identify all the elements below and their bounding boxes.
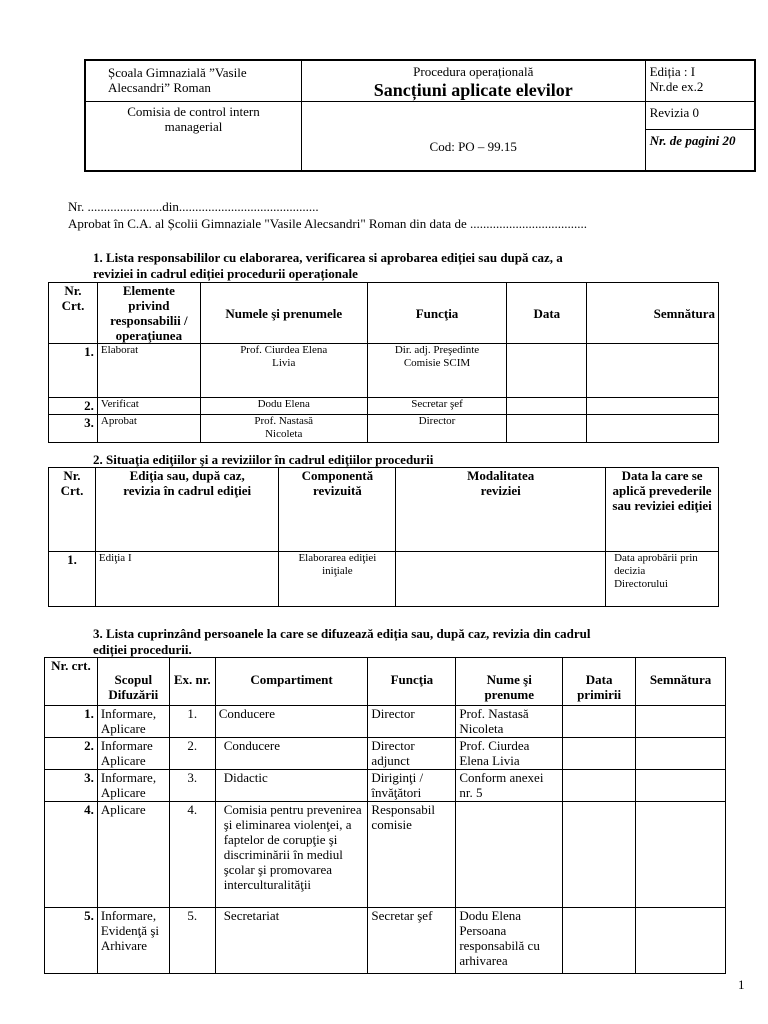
row-nr: 3. [45,770,98,802]
s2-header-edition: Ediţia sau, după caz, revizia în cadrul ediţiei [95,468,279,552]
section1-title: 1. Lista responsabililor cu elaborarea, verificarea si aprobarea ediției sau după caz, a [93,250,563,265]
row-function: Secretar şef [368,908,456,974]
page-count: Nr. de pagini 20 [645,130,755,171]
row-nr: 2. [49,398,98,415]
row-scope: Informare, Aplicare [97,770,169,802]
revision: Revizia 0 [645,102,755,130]
responsibles-table [48,282,719,443]
s1-header-nr: Nr. Crt. [49,283,98,344]
row-signature [636,770,726,802]
row-copy: 1. [169,706,215,738]
s3-header-signature: Semnătura [636,658,726,706]
row-edition: Ediţia I [95,552,279,607]
edition-cell [645,60,755,102]
row-name: Conform anexei nr. 5 [456,770,563,802]
row-signature [636,908,726,974]
procedure-title: Sancțiuni aplicate elevilor [373,80,573,100]
row-name [456,802,563,908]
row-nr: 5. [45,908,98,974]
row-scope: Informare, Aplicare [97,706,169,738]
page-number: 1 [738,977,745,992]
s3-header-function: Funcţia [368,658,456,706]
row-received [563,802,636,908]
row-copy: 3. [169,770,215,802]
section3-title-line2: ediției procedurii. [93,642,192,657]
row-operation: Elaborat [97,344,200,398]
edition: Ediția : I [649,64,696,79]
row-signature [636,802,726,908]
row-name: Dodu Elena Persoana responsabilă cu arhivarea [456,908,563,974]
distribution-table [44,657,726,974]
row-scope: Informare, Evidenţă şi Arhivare [97,908,169,974]
table-row [45,706,726,738]
table-row [45,738,726,770]
table-row [49,415,719,443]
row-signature [636,738,726,770]
table-row [49,398,719,415]
s2-header-component: Componentă revizuită [279,468,396,552]
procedure-title-cell [301,60,645,102]
row-received [563,706,636,738]
row-nr: 1. [45,706,98,738]
row-date [507,398,587,415]
row-signature [587,344,719,398]
row-name: Prof. Ciurdea Elena Livia [200,344,367,398]
row-department: Didactic [215,770,368,802]
row-nr: 3. [49,415,98,443]
s2-header-date: Data la care se aplică prevederile sau reviziei ediţiei [606,468,719,552]
row-nr: 1. [49,344,98,398]
row-function: Director [368,706,456,738]
row-name: Prof. Nastasă Nicoleta [456,706,563,738]
row-copy: 2. [169,738,215,770]
procedure-type: Procedura operațională [413,64,534,79]
row-function: Diriginţi / învăţători [368,770,456,802]
section3-title: 3. Lista cuprinzând persoanele la care se difuzează ediția sau, după caz, revizia din cadrul [93,626,591,641]
row-copy: 5. [169,908,215,974]
row-nr: 2. [45,738,98,770]
row-signature [587,415,719,443]
table-row [45,770,726,802]
table-row [45,802,726,908]
row-received [563,770,636,802]
procedure-code: Cod: PO – 99.15 [301,102,645,171]
row-name: Prof. Nastasă Nicoleta [200,415,367,443]
editions-table [48,467,719,607]
registration-number-line: Nr. .......................din........................................... [68,199,319,214]
s3-header-nr: Nr. crt. [45,658,98,706]
s3-header-received: Data primirii [563,658,636,706]
row-name: Prof. Ciurdea Elena Livia [456,738,563,770]
row-department: Conducere [215,706,368,738]
row-scope: Informare Aplicare [97,738,169,770]
row-signature [636,706,726,738]
row-received [563,738,636,770]
section2-title: 2. Situaţia ediţiilor şi a reviziilor în cadrul ediţiilor procedurii [93,452,434,467]
table-row [49,552,719,607]
row-copy: 4. [169,802,215,908]
row-signature [587,398,719,415]
row-department: Secretariat [215,908,368,974]
row-date [507,344,587,398]
document-header [84,59,756,172]
s2-header-modality: Modalitatea reviziei [396,468,606,552]
s3-header-name: Nume şi prenume [456,658,563,706]
row-received [563,908,636,974]
row-modality [396,552,606,607]
s1-header-date: Data [507,283,587,344]
row-function: Responsabil comisie [368,802,456,908]
row-department: Conducere [215,738,368,770]
row-scope: Aplicare [97,802,169,908]
copies: Nr.de ex.2 [649,79,704,94]
row-date [507,415,587,443]
s1-header-name: Numele şi prenumele [200,283,367,344]
row-department: Comisia pentru prevenirea şi eliminarea violenţei, a faptelor de corupţie şi discriminării în mediul şcolar şi promovarea interculturalităţii [215,802,368,908]
s3-header-scope: Scopul Difuzării [97,658,169,706]
commission-name: Comisia de control intern managerial [85,102,301,171]
table-row [49,344,719,398]
row-nr: 1. [49,552,96,607]
school-name: Școala Gimnazială ”Vasile Alecsandri” Roman [85,60,301,102]
s2-header-nr: Nr. Crt. [49,468,96,552]
row-function: Director adjunct [368,738,456,770]
s3-header-copy: Ex. nr. [169,658,215,706]
section1-title-line2: reviziei in cadrul ediției procedurii operaționale [93,266,358,281]
row-function: Secretar şef [367,398,507,415]
s1-header-signature: Semnătura [587,283,719,344]
row-operation: Verificat [97,398,200,415]
row-date: Data aprobării prin decizia Directorului [606,552,719,607]
row-nr: 4. [45,802,98,908]
s1-header-operation: Elemente privind responsabilii / operaţiunea [97,283,200,344]
table-row [45,908,726,974]
row-operation: Aprobat [97,415,200,443]
row-function: Dir. adj. Preşedinte Comisie SCIM [367,344,507,398]
s1-header-function: Funcţia [367,283,507,344]
row-function: Director [367,415,507,443]
approval-line: Aprobat în C.A. al Școlii Gimnaziale "Vasile Alecsandri" Roman din data de .................................... [68,216,587,231]
row-name: Dodu Elena [200,398,367,415]
row-component: Elaborarea ediţiei iniţiale [279,552,396,607]
s3-header-department: Compartiment [215,658,368,706]
